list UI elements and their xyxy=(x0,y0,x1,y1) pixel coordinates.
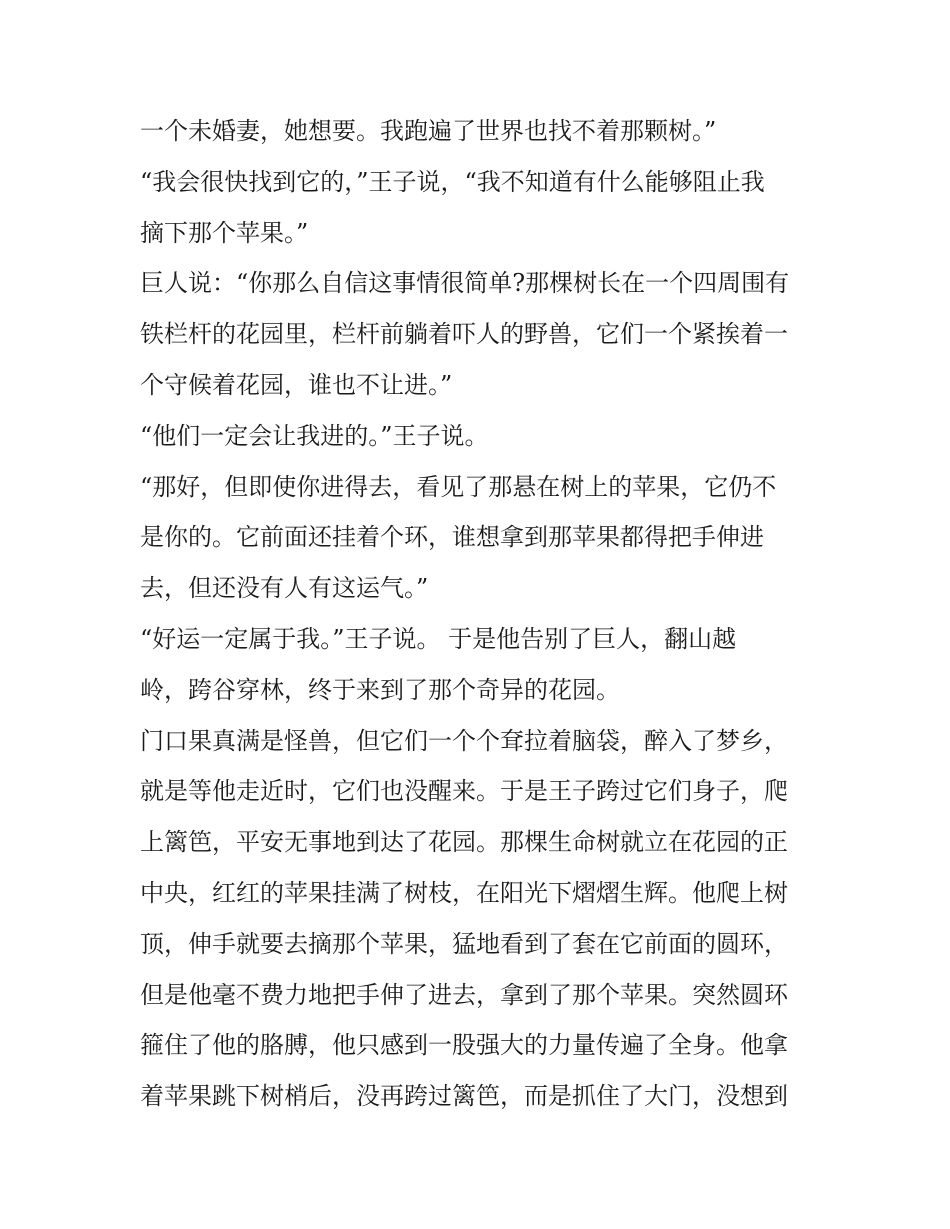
text-line-4: 巨人说：“你那么自信这事情很简单?那棵树长在一个四周围有 xyxy=(140,269,790,298)
story-text xyxy=(140,106,830,1122)
text-line-17: 顶，伸手就要去摘那个苹果，猛地看到了套在它前面的圆环， xyxy=(140,929,788,958)
text-line-9: 是你的。它前面还挂着个环，谁想拿到那苹果都得把手伸进 xyxy=(140,523,764,552)
text-line-11: “好运一定属于我。”王子说。 于是他告别了巨人，翻山越 xyxy=(140,624,737,653)
text-line-8: “那好，但即使你进得去，看见了那悬在树上的苹果，它仍不 xyxy=(140,472,777,501)
text-line-5: 铁栏杆的花园里，栏杆前躺着吓人的野兽，它们一个紧挨着一 xyxy=(140,320,788,349)
text-line-6: 个守候着花园，谁也不让进。” xyxy=(140,370,453,399)
text-line-13: 门口果真满是怪兽，但它们一个个耷拉着脑袋，醉入了梦乡， xyxy=(140,726,788,755)
text-line-20: 着苹果跳下树梢后，没再跨过篱笆，而是抓住了大门，没想到 xyxy=(140,1082,788,1111)
text-line-16: 中央，红红的苹果挂满了树枝，在阳光下熠熠生辉。他爬上树 xyxy=(140,878,788,907)
text-line-14: 就是等他走近时，它们也没醒来。于是王子跨过它们身子，爬 xyxy=(140,777,788,806)
text-line-19: 箍住了他的胳膊，他只感到一股强大的力量传遍了全身。他拿 xyxy=(140,1031,788,1060)
text-line-7: “他们一定会让我进的。”王子说。 xyxy=(140,421,489,450)
text-line-18: 但是他毫不费力地把手伸了进去，拿到了那个苹果。突然圆环 xyxy=(140,980,788,1009)
text-line-12: 岭，跨谷穿林，终于来到了那个奇异的花园。 xyxy=(140,675,620,704)
text-line-3: 摘下那个苹果。” xyxy=(140,218,309,247)
text-line-2: “我会很快找到它的，”王子说，“我不知道有什么能够阻止我 xyxy=(140,167,765,196)
text-line-15: 上篱笆，平安无事地到达了花园。那棵生命树就立在花园的正 xyxy=(140,828,788,857)
text-line-10: 去，但还没有人有这运气。” xyxy=(140,574,429,603)
text-line-1: 一个未婚妻，她想要。我跑遍了世界也找不着那颗树。” xyxy=(140,117,717,145)
